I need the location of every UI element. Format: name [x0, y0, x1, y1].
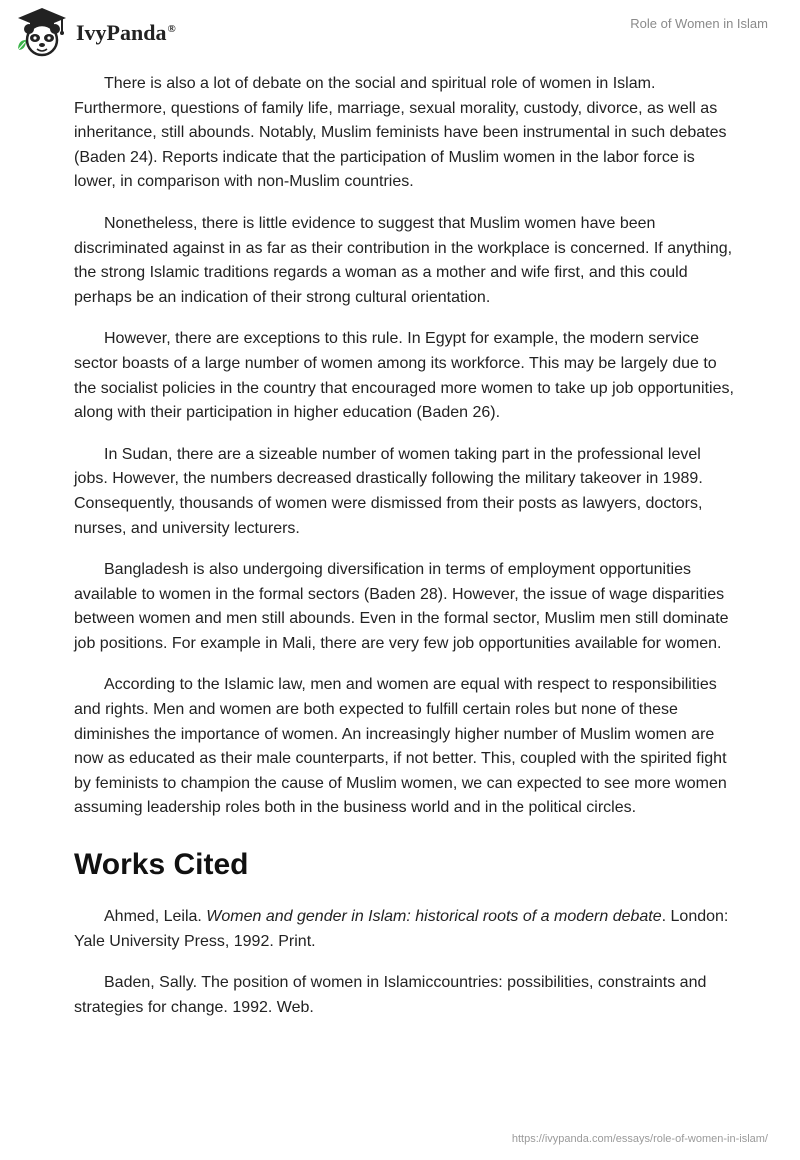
- paragraph-2: Nonetheless, there is little evidence to suggest that Muslim women have been discriminated against in as far as their contribution in the workplace is concerned. If anything, the strong Islamic traditions regards a woman as a mother and wife first, and this could perhaps be an indication of their strong cultural orientation.: [74, 214, 733, 306]
- citation-1: [74, 905, 734, 954]
- citation-author: Baden, Sally.: [104, 974, 202, 992]
- document-title: Role of Women in Islam: [630, 16, 768, 31]
- paragraph-3: However, there are exceptions to this rule. In Egypt for example, the modern service sector boasts of a large number of women among its workforce. This may be largely due to the socialist policies in the country that encouraged more women to take up job opportunities, along with their participation in higher education (Baden 26).: [74, 330, 734, 422]
- paragraph-5: Bangladesh is also undergoing diversification in terms of employment opportunities available to women in the formal sectors (Baden 28). However, the issue of wage disparities between women and men still abounds. Even in the formal sector, Muslim men still dominate job positions. For example in Mali, there are very few job opportunities available for women.: [74, 561, 729, 652]
- brand-name: IvyPanda®: [76, 20, 176, 45]
- source-url[interactable]: https://ivypanda.com/essays/role-of-women-in-islam/: [511, 1133, 768, 1145]
- works-cited-heading: Works Cited: [74, 848, 249, 882]
- panda-graduate-icon: [14, 6, 70, 58]
- citation-details: The position of women in Islamiccountries: possibilities, constraints and strategies for change. 1992. Web.: [74, 974, 707, 1016]
- paragraph-1: There is also a lot of debate on the social and spiritual role of women in Islam. Furthermore, questions of family life, marriage, sexual morality, custody, divorce, as well as inheritance, still abounds. Notably, Muslim feminists have been instrumental in such debates (Baden 24). Reports indicate that the participation of Muslim women in the labor force is lower, in comparison with non-Muslim countries.: [74, 75, 727, 191]
- essay-content: [74, 72, 734, 1037]
- brand-logo[interactable]: [14, 6, 176, 58]
- citation-2: [74, 971, 734, 1020]
- citation-author: Ahmed, Leila.: [104, 908, 207, 926]
- registered-mark: ®: [167, 22, 176, 35]
- citation-details: . London: Yale University Press, 1992. Print.: [74, 908, 729, 950]
- paragraph-6: According to the Islamic law, men and women are equal with respect to responsibilities and rights. Men and women are both expected to fulfill certain roles but none of these diminishes the importance of women. An increasingly higher number of Muslim women are now as educated as their male counterparts, if not better. This, coupled with the spirited fight by feminists to champion the cause of Muslim women, we can expected to see more women assuming leadership roles both in the business world and in the political circles.: [74, 676, 727, 817]
- paragraph-4: In Sudan, there are a sizeable number of women taking part in the professional level jobs. However, the numbers decreased drastically following the military takeover in 1989. Consequently, thousands of women were dismissed from their posts as lawyers, doctors, nurses, and university lecturers.: [74, 445, 703, 537]
- page-header: [0, 0, 800, 64]
- citation-title: Women and gender in Islam: historical roots of a modern debate: [206, 908, 662, 926]
